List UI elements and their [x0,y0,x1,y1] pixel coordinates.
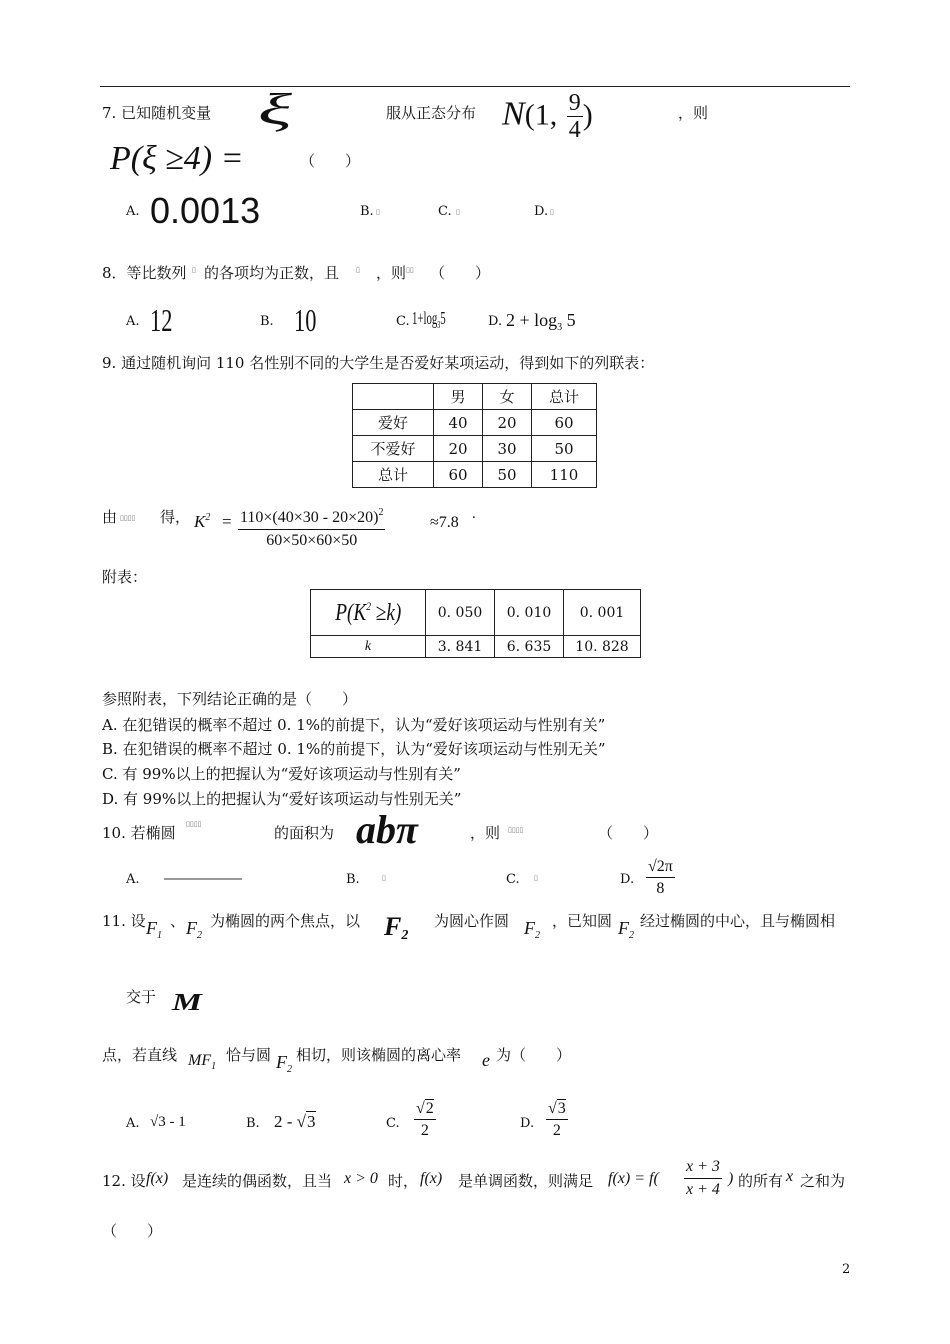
q9-row-label: 总计 [353,462,434,488]
q11-f1: $F_1$ [146,918,162,941]
q11-f2-c: $F_2$ [618,918,634,941]
q11-stem-b: 为椭圆的两个焦点，以 [210,912,361,930]
q10-faint-ellipse-eq: ▯▯▯▯ [186,820,202,828]
q9-get: 得， [160,508,191,526]
q9-period: . [472,506,476,522]
q9-ref-k-value: 6. 635 [495,636,564,658]
q9-cell: 30 [483,436,532,462]
q10-option-b-label: B. [346,872,360,887]
q11-option-a-label: A. [126,1116,140,1131]
q11-stem-f: 交于 [126,988,157,1006]
q10-option-c-label: C. [506,872,520,887]
q7-option-d-label: D. [534,204,549,219]
q8-option-c-value: $1+\log_35$ [412,308,446,331]
q9-cell: 60 [434,462,483,488]
q8-faint-expression: ▯▯ [406,266,414,274]
q9-ref-value: 0. 050 [426,590,495,636]
q9-contingency-table [352,383,597,488]
q8-option-d-label: D. [488,314,503,329]
q10-d-denominator: 8 [656,880,665,897]
q11-option-c-label: C. [386,1116,400,1131]
q7-option-c-label: C. [438,204,452,219]
q11-f2-b: $F_2$ [524,918,540,941]
q10-option-c-faint: ▯ [534,874,538,882]
q9-option-c: C. 有 99%以上的把握认为“爱好该项运动与性别有关” [102,765,461,783]
q9-prompt: 参照附表，下列结论正确的是（ ） [102,690,358,708]
q9-cell: 40 [434,410,483,436]
q9-cell: 20 [434,436,483,462]
q8-option-c-label: C. [396,314,410,329]
q9-numerator: $110\times(40\times 30 - 20\times 20)^2$ [238,502,385,530]
q9-appendix-label: 附表： [102,568,148,586]
q9-ref-k-value: 3. 841 [426,636,495,658]
q11-stem-g: 点，若直线 [102,1046,178,1064]
q12-eq-lhs: f(x) = f( [608,1170,659,1187]
q9-option-d: D. 有 99%以上的把握认为“爱好该项运动与性别无关” [102,790,462,808]
q8-stem-a: 8．等比数列 [102,264,187,282]
q9-option-b: B. 在犯错误的概率不超过 0. 1%的前提下，认为“爱好该项运动与性别无关” [102,740,606,758]
q7-option-a-label: A. [126,204,140,219]
q8-stem-b: 的各项均为正数，且 [204,264,340,282]
q9-row-label: 不爱好 [353,436,434,462]
page-number: 2 [842,1262,851,1277]
q11-stem-j: 为（ ） [496,1046,572,1064]
q9-stem: 9. 通过随机询问 110 名性别不同的大学生是否爱好某项运动，得到如下的列联表： [102,354,655,372]
q7-option-d-faint: ▯ [550,208,554,216]
q7-option-b-faint: ▯ [376,208,380,216]
q11-m: M [172,990,202,1016]
q12-fx: f(x) [146,1170,169,1187]
q11-stem-h: 恰与圆 [226,1046,272,1064]
q12-eq-fraction: $\frac{x + 3}{x + 4}$ [686,1158,720,1198]
q11-option-b-label: B. [246,1116,260,1131]
q7-dist-n: N [502,95,525,133]
q7-dist-den: 4 [568,117,581,143]
q9-faint-formula: ▯▯▯▯ [120,514,136,522]
q7-stem-a: 7. 已知随机变量 [102,104,212,122]
q9-ref-value: 0. 010 [495,590,564,636]
q10-option-d-value [646,856,675,899]
q8-paren: （ ） [430,264,491,282]
q12-eq-rhs: ) [728,1170,734,1187]
q7-xi-symbol: ξ [258,85,292,134]
q12-stem-d: 是单调函数，则满足 [458,1172,594,1190]
q8-option-d-value: $2 + \log_3 5$ [506,310,576,333]
q10-option-a-label: A. [126,872,140,887]
q7-option-c-faint: ▯ [456,208,460,216]
q11-stem-d: ，已知圆 [552,912,613,930]
q9-ref-value: 0. 001 [564,590,641,636]
q11-option-d-label: D. [520,1116,535,1131]
q9-cell: 20 [483,410,532,436]
q10-d-numerator: √2π [646,856,675,878]
q12-stem-f: 之和为 [800,1172,846,1190]
q9-header-cell: 总计 [532,384,597,410]
header-rule [100,86,850,87]
q11-option-d-value: $\frac{√3}{2}$ [548,1100,566,1139]
q9-equals: = [222,512,232,531]
q8-stem-c: ，则 [376,264,407,282]
q10-option-d-label: D. [620,872,635,887]
q7-stem-b: 服从正态分布 [386,104,477,122]
q9-k2: $K^2$ [194,512,211,531]
q10-paren: （ ） [598,824,659,842]
q12-stem-b: 是连续的偶函数，且当 [182,1172,333,1190]
q9-cell: 60 [532,410,597,436]
q12-stem-c: 时， [388,1172,419,1190]
q9-cell: 50 [483,462,532,488]
q11-stem-e: 经过椭圆的中心，且与椭圆相 [640,912,836,930]
q11-mf1: $MF_1$ [188,1052,217,1072]
q11-f2: $F_2$ [186,918,202,941]
q8-option-a-value: 12 [150,302,173,338]
q11-stem-c: 为圆心作圆 [434,912,510,930]
q7-paren: （ ） [300,152,361,170]
q11-sep: 、 [170,912,186,930]
q7-option-a-value: 0.0013 [150,190,261,231]
q7-dist-num: 9 [568,90,581,116]
q12-paren: （ ） [102,1222,163,1240]
q12-fx-b: f(x) [420,1170,443,1187]
q8-option-b-value: 10 [294,302,317,338]
q9-reference-table [310,589,641,658]
q11-option-a-value: √3 - 1 [150,1114,186,1130]
q9-ref-k-label: k [311,636,426,658]
q11-stem-a: 11. 设 [102,912,146,930]
q9-row-label: 爱好 [353,410,434,436]
q9-ref-k-value: 10. 828 [564,636,641,658]
q7-option-b-label: B. [360,204,374,219]
q9-cell: 50 [532,436,597,462]
q7-dist-mean: 1, [534,98,558,132]
q10-stem-c: ，则 [470,824,501,842]
q11-option-b-value: 2 - √3 [274,1112,316,1131]
q8-faint-condition: ▯ [356,266,360,274]
q11-e: e [482,1050,490,1070]
q11-stem-i: 相切，则该椭圆的离心率 [296,1046,462,1064]
q9-header-cell [353,384,434,410]
q10-option-a-faint [164,872,242,886]
q12-stem-e: 的所有 [738,1172,784,1190]
q10-stem-b: 的面积为 [274,824,335,842]
q9-header-cell: 女 [483,384,532,410]
q12-cond: x > 0 [344,1170,378,1187]
q9-option-a: A. 在犯错误的概率不超过 0. 1%的前提下，认为“爱好该项运动与性别有关” [102,716,606,734]
q8-option-b-label: B. [260,314,274,329]
q10-option-b-faint: ▯ [382,874,386,882]
q9-approx: ≈7.8 [430,514,459,531]
q9-fraction [238,502,385,552]
q12-stem-a: 12. 设 [102,1172,146,1190]
q11-f2-big: $F_2$ [384,912,409,943]
q10-faint-integral: ▯▯▯▯ [508,826,524,834]
q9-ref-header-p: $P(K^2 \ge k)$ [311,590,426,636]
q8-faint-sequence: ▯ [192,266,196,274]
q10-stem-a: 10. 若椭圆 [102,824,176,842]
q7-distribution: N(1, $\frac{9}{4}$ ) [502,90,593,143]
q12-x: x [786,1168,794,1185]
q10-area: abπ [356,807,418,852]
q9-header-cell: 男 [434,384,483,410]
q9-denominator: 60×50×60×50 [266,532,358,549]
q11-f2-d: $F_2$ [276,1052,292,1075]
q7-stem-c: ，则 [678,104,709,122]
q11-option-c-value: $\frac{√2}{2}$ [416,1100,434,1139]
q9-cell: 110 [532,462,597,488]
q7-probability: P(ξ ≥4) = [110,140,244,177]
q9-from: 由 [102,508,118,526]
q8-option-a-label: A. [126,314,140,329]
